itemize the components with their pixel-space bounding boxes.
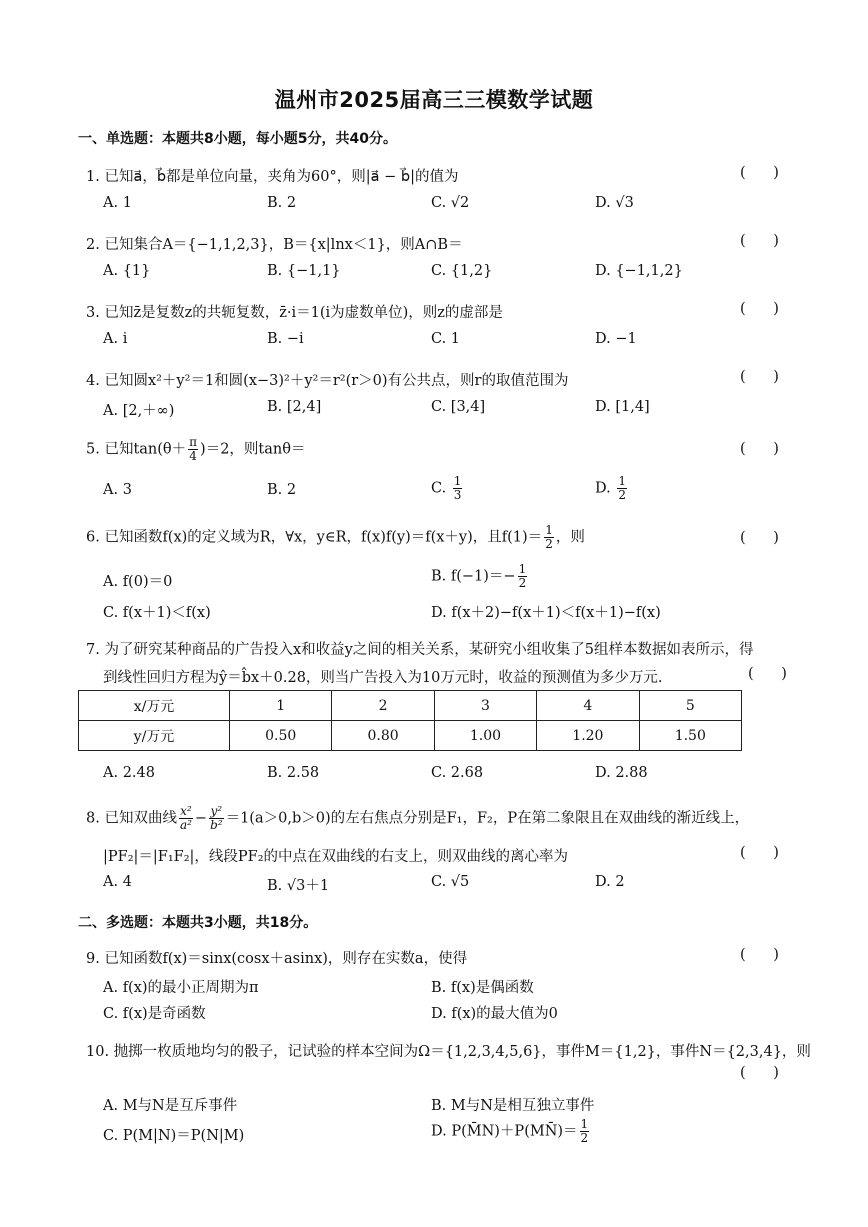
q6-option-b: [431, 563, 529, 590]
q1-option-a: A. 1: [103, 195, 132, 211]
q10-option-a: A. M与N是互斥事件: [103, 1098, 238, 1114]
q6-stem-pre: 6. 已知函数f(x)的定义域为R，∀x，y∈R，f(x)f(y)＝f(x＋y)，且f(1)＝: [86, 529, 543, 546]
q5-option-c: [431, 475, 464, 502]
q8-option-b: B. √3＋1: [267, 878, 330, 894]
q5-option-b: B. 2: [267, 482, 297, 498]
table-row: [79, 691, 742, 721]
q6-option-c: C. f(x＋1)＜f(x): [103, 605, 211, 621]
q5-option-d: [595, 475, 629, 502]
table-header-x: x/万元: [79, 691, 230, 721]
q10-option-b: B. M与N是相互独立事件: [431, 1098, 595, 1114]
q2-option-a: A. {1}: [103, 263, 151, 279]
q3-option-a: A. i: [103, 331, 128, 347]
q4-option-a: A. [2,＋∞): [103, 403, 175, 419]
q7-option-c: C. 2.68: [431, 765, 484, 781]
section-multiple-choice: 二、多选题：本题共3小题，共18分。: [78, 915, 318, 931]
table-cell: 5: [639, 691, 741, 721]
q9-option-b: B. f(x)是偶函数: [431, 980, 534, 996]
q4-option-b: B. [2,4]: [267, 399, 322, 415]
denominator: b²: [210, 818, 223, 832]
answer-blank: ( ): [740, 947, 779, 963]
fraction: [518, 563, 528, 590]
page-title: 温州市2025届高三三模数学试题: [274, 88, 594, 112]
denominator: a²: [179, 818, 192, 832]
q1-option-b: B. 2: [267, 195, 297, 211]
question-5-stem: [86, 436, 305, 463]
fraction: [209, 805, 224, 832]
q1-option-c: C. √2: [431, 195, 470, 211]
q1-option-d: D. √3: [595, 195, 634, 211]
sample-data-table: [78, 690, 742, 751]
q3-option-d: D. −1: [595, 331, 637, 347]
q9-option-d: D. f(x)的最大值为0: [431, 1006, 558, 1022]
numerator: π: [189, 435, 198, 449]
q5-option-a: A. 3: [103, 482, 132, 498]
q7-option-b: B. 2.58: [267, 765, 320, 781]
answer-blank: ( ): [740, 1065, 779, 1081]
table-cell: 1: [230, 691, 332, 721]
denominator: 2: [580, 1131, 589, 1145]
fraction: [188, 436, 198, 463]
numerator: 1: [518, 562, 527, 576]
numerator: 1: [545, 523, 553, 537]
numerator: 1: [453, 474, 462, 488]
table-cell: 0.50: [230, 721, 332, 751]
denominator: 2: [518, 576, 527, 590]
option-text: B. f(−1)＝−: [431, 568, 516, 585]
q10-option-d: [431, 1118, 591, 1145]
q6-option-a: A. f(0)＝0: [103, 574, 173, 590]
numerator: 1: [618, 474, 626, 488]
q5-stem-post: )＝2，则tanθ＝: [200, 441, 306, 458]
table-header-y: y/万元: [79, 721, 230, 751]
q4-option-c: C. [3,4]: [431, 399, 486, 415]
answer-blank: ( ): [740, 301, 779, 317]
answer-blank: ( ): [748, 666, 787, 682]
q3-option-c: C. 1: [431, 331, 461, 347]
question-7-stem-line1: 7. 为了研究某种商品的广告投入x和收益y之间的相关关系，某研究小组收集了5组样本数据如表所示，得: [86, 642, 754, 658]
answer-blank: ( ): [740, 369, 779, 385]
question-4-stem: 4. 已知圆x²＋y²＝1和圆(x−3)²＋y²＝r²(r＞0)有公共点，则r的取值范围为: [86, 373, 569, 389]
q2-option-d: D. {−1,1,2}: [595, 263, 683, 279]
q7-option-a: A. 2.48: [103, 765, 155, 781]
q6-stem-post: ，则: [555, 529, 585, 546]
question-9-stem: 9. 已知函数f(x)＝sinx(cosx＋asinx)，则存在实数a，使得: [86, 951, 468, 967]
option-text: D. P(M̄N)＋P(MN̄)＝: [431, 1123, 578, 1140]
option-label: D.: [595, 480, 611, 497]
q9-option-a: A. f(x)的最小正周期为π: [103, 980, 259, 996]
numerator: x²: [180, 804, 192, 818]
question-3-stem: 3. 已知z̄是复数z的共轭复数，z̄·i＝1(i为虚数单位)，则z的虚部是: [86, 305, 503, 321]
table-cell: 1.20: [537, 721, 639, 751]
q8-option-d: D. 2: [595, 874, 625, 890]
minus-sign: −: [194, 810, 208, 827]
fraction: [617, 475, 627, 502]
q2-option-c: C. {1,2}: [431, 263, 493, 279]
q8-stem-pre: 8. 已知双曲线: [86, 810, 177, 827]
denominator: 4: [189, 449, 197, 463]
question-7-stem-line2: 到线性回归方程为ŷ＝b̂x＋0.28，则当广告投入为10万元时，收益的预测值为多少万元.: [103, 670, 663, 686]
section-single-choice: 一、单选题：本题共8小题，每小题5分，共40分。: [78, 131, 397, 147]
table-cell: 0.80: [332, 721, 434, 751]
q8-stem-post: ＝1(a＞0,b＞0)的左右焦点分别是F₁，F₂，P在第二象限且在双曲线的渐近线上，: [225, 810, 750, 827]
question-2-stem: 2. 已知集合A＝{−1,1,2,3}，B＝{x|lnx＜1}，则A∩B＝: [86, 237, 463, 253]
q10-option-c: C. P(M|N)＝P(N|M): [103, 1128, 245, 1144]
answer-blank: ( ): [740, 233, 779, 249]
question-8-stem-line2: |PF₂|＝|F₁F₂|，线段PF₂的中点在双曲线的右支上，则双曲线的离心率为: [103, 849, 569, 865]
q6-option-d: D. f(x＋2)−f(x＋1)＜f(x＋1)−f(x): [431, 605, 661, 621]
q8-option-c: C. √5: [431, 874, 470, 890]
question-6-stem: [86, 524, 585, 551]
question-1-stem: 1. 已知a⃗，b⃗都是单位向量，夹角为60°，则|a⃗ − b⃗|的值为: [86, 169, 459, 185]
table-cell: 3: [434, 691, 536, 721]
numerator: 1: [580, 1117, 589, 1131]
table-cell: 2: [332, 691, 434, 721]
q4-option-d: D. [1,4]: [595, 399, 650, 415]
denominator: 3: [453, 488, 462, 502]
q8-option-a: A. 4: [103, 874, 132, 890]
answer-blank: ( ): [740, 441, 779, 457]
answer-blank: ( ): [740, 165, 779, 181]
q5-stem-pre: 5. 已知tan(θ＋: [86, 441, 187, 458]
fraction: [179, 805, 193, 832]
fraction: [453, 475, 463, 502]
question-8-stem-line1: [86, 805, 749, 832]
fraction: [544, 524, 554, 551]
q9-option-c: C. f(x)是奇函数: [103, 1006, 206, 1022]
denominator: 2: [618, 488, 626, 502]
denominator: 2: [545, 537, 553, 551]
table-row: [79, 721, 742, 751]
fraction: [580, 1118, 590, 1145]
table-cell: 4: [537, 691, 639, 721]
table-cell: 1.00: [434, 721, 536, 751]
q3-option-b: B. −i: [267, 331, 304, 347]
table-cell: 1.50: [639, 721, 741, 751]
q2-option-b: B. {−1,1}: [267, 263, 341, 279]
q7-option-d: D. 2.88: [595, 765, 648, 781]
option-label: C.: [431, 480, 447, 497]
answer-blank: ( ): [740, 530, 779, 546]
numerator: y²: [210, 804, 223, 818]
question-10-stem: 10. 抛掷一枚质地均匀的骰子，记试验的样本空间为Ω＝{1,2,3,4,5,6}，事件M＝{1,2}，事件N＝{2,3,4}，则: [86, 1044, 811, 1060]
answer-blank: ( ): [740, 845, 779, 861]
